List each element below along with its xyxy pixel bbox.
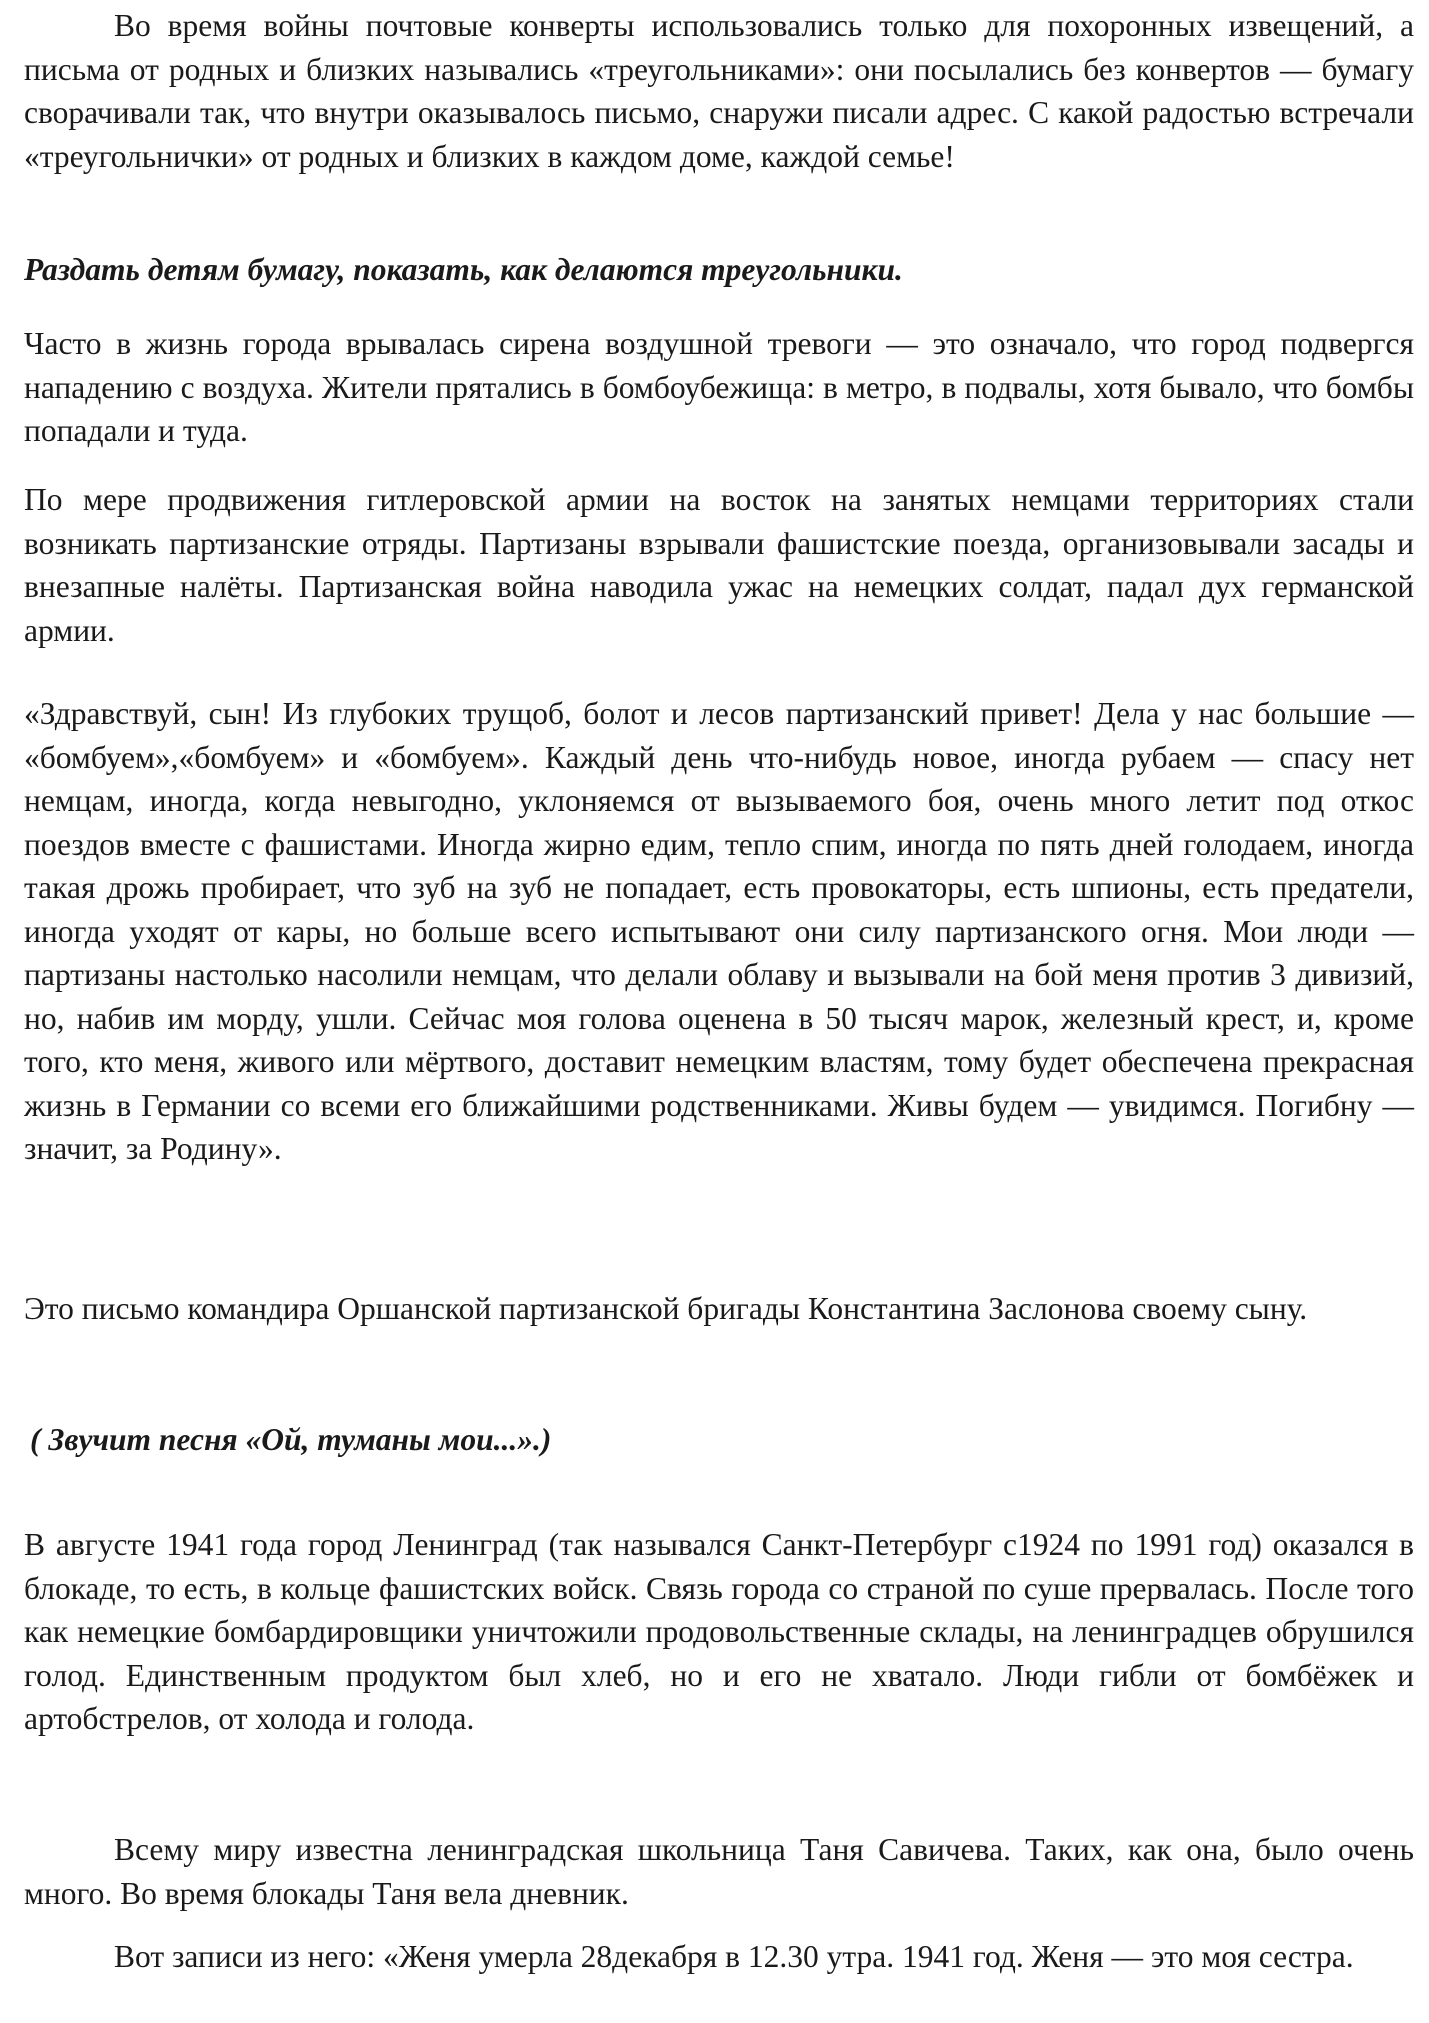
paragraph-partisans: По мере продвижения гитлеровской армии на восток на занятых немцами территориях стали возникать партизанские отряды. Партизаны взрывали фашистские поезда, организовывали засады и внезапные налёты. Партизанская война наводила ужас на немецких солдат, падал дух германской армии. (24, 482, 1414, 648)
letter-attribution: Это письмо командира Оршанской партизанской бригады Константина Заслонова своему сыну. (24, 1291, 1308, 1326)
partisan-letter-quote: «Здравствуй, сын! Из глубоких трущоб, болот и лесов партизанский привет! Дела у нас большие — «бомбуем»,«бомбуем» и «бомбуем». Каждый день что-нибудь новое, иногда рубаем — спасу нет немцам, иногда, когда невыгодно, уклоняемся от вызываемого боя, очень много летит под откос поездов вместе с фашистами. Иногда жирно едим, тепло спим, иногда по пять дней голодаем, иногда такая дрожь пробирает, что зуб на зуб не попадает, есть провокаторы, есть шпионы, есть предатели, иногда уходят от кары, но больше всего испытывают они силу партизанского огня. Мои люди — партизаны настолько насолили немцам, что делали облаву и вызывали на бой меня против 3 дивизий, но, набив им морду, ушли. Сейчас моя голова оценена в 50 тысяч марок, железный крест, и, кроме того, кто меня, живого или мёртвого, доставит немецким властям, тому будет обеспечена прекрасная жизнь в Германии со всеми его ближайшими родственниками. Живы будем — увидимся. Погибну — значит, за Родину». (24, 696, 1414, 1166)
paragraph-diary-entries: Вот записи из него: «Женя умерла 28декабря в 12.30 утра. 1941 год. Женя — это моя сестра. (114, 1939, 1354, 1974)
instruction-make-triangles: Раздать детям бумагу, показать, как делаются треугольники. (24, 252, 903, 287)
paragraph-leningrad-blockade: В августе 1941 года город Ленинград (так назывался Санкт-Петербург с1924 по 1991 год) оказался в блокаде, то есть, в кольце фашистских войск. Связь города со страной по суше прервалась. После того как немецкие бомбардировщики уничтожили продовольственные склады, на ленинградцев обрушился голод. Единственным продуктом был хлеб, но и его не хватало. Люди гибли от бомбёжек и артобстрелов, от холода и голода. (24, 1527, 1414, 1736)
paragraph-air-raid: Часто в жизнь города врывалась сирена воздушной тревоги — это означало, что город подвергся нападению с воздуха. Жители прятались в бомбоубежища: в метро, в подвалы, хотя бывало, что бомбы попадали и туда. (24, 326, 1414, 448)
paragraph-triangle-letters: Во время войны почтовые конверты использовались только для похоронных извещений, а письма от родных и близких назывались «треугольниками»: они посылались без конвертов — бумагу сворачивали так, что внутри оказывалось письмо, снаружи писали адрес. С какой радостью встречали «треугольнички» от родных и близких в каждом доме, каждой семье! (24, 8, 1414, 174)
instruction-song: ( Звучит песня «Ой, туманы мои...».) (30, 1422, 552, 1457)
paragraph-tanya-savicheva: Всему миру известна ленинградская школьница Таня Савичева. Таких, как она, было очень много. Во время блокады Таня вела дневник. (24, 1832, 1414, 1911)
